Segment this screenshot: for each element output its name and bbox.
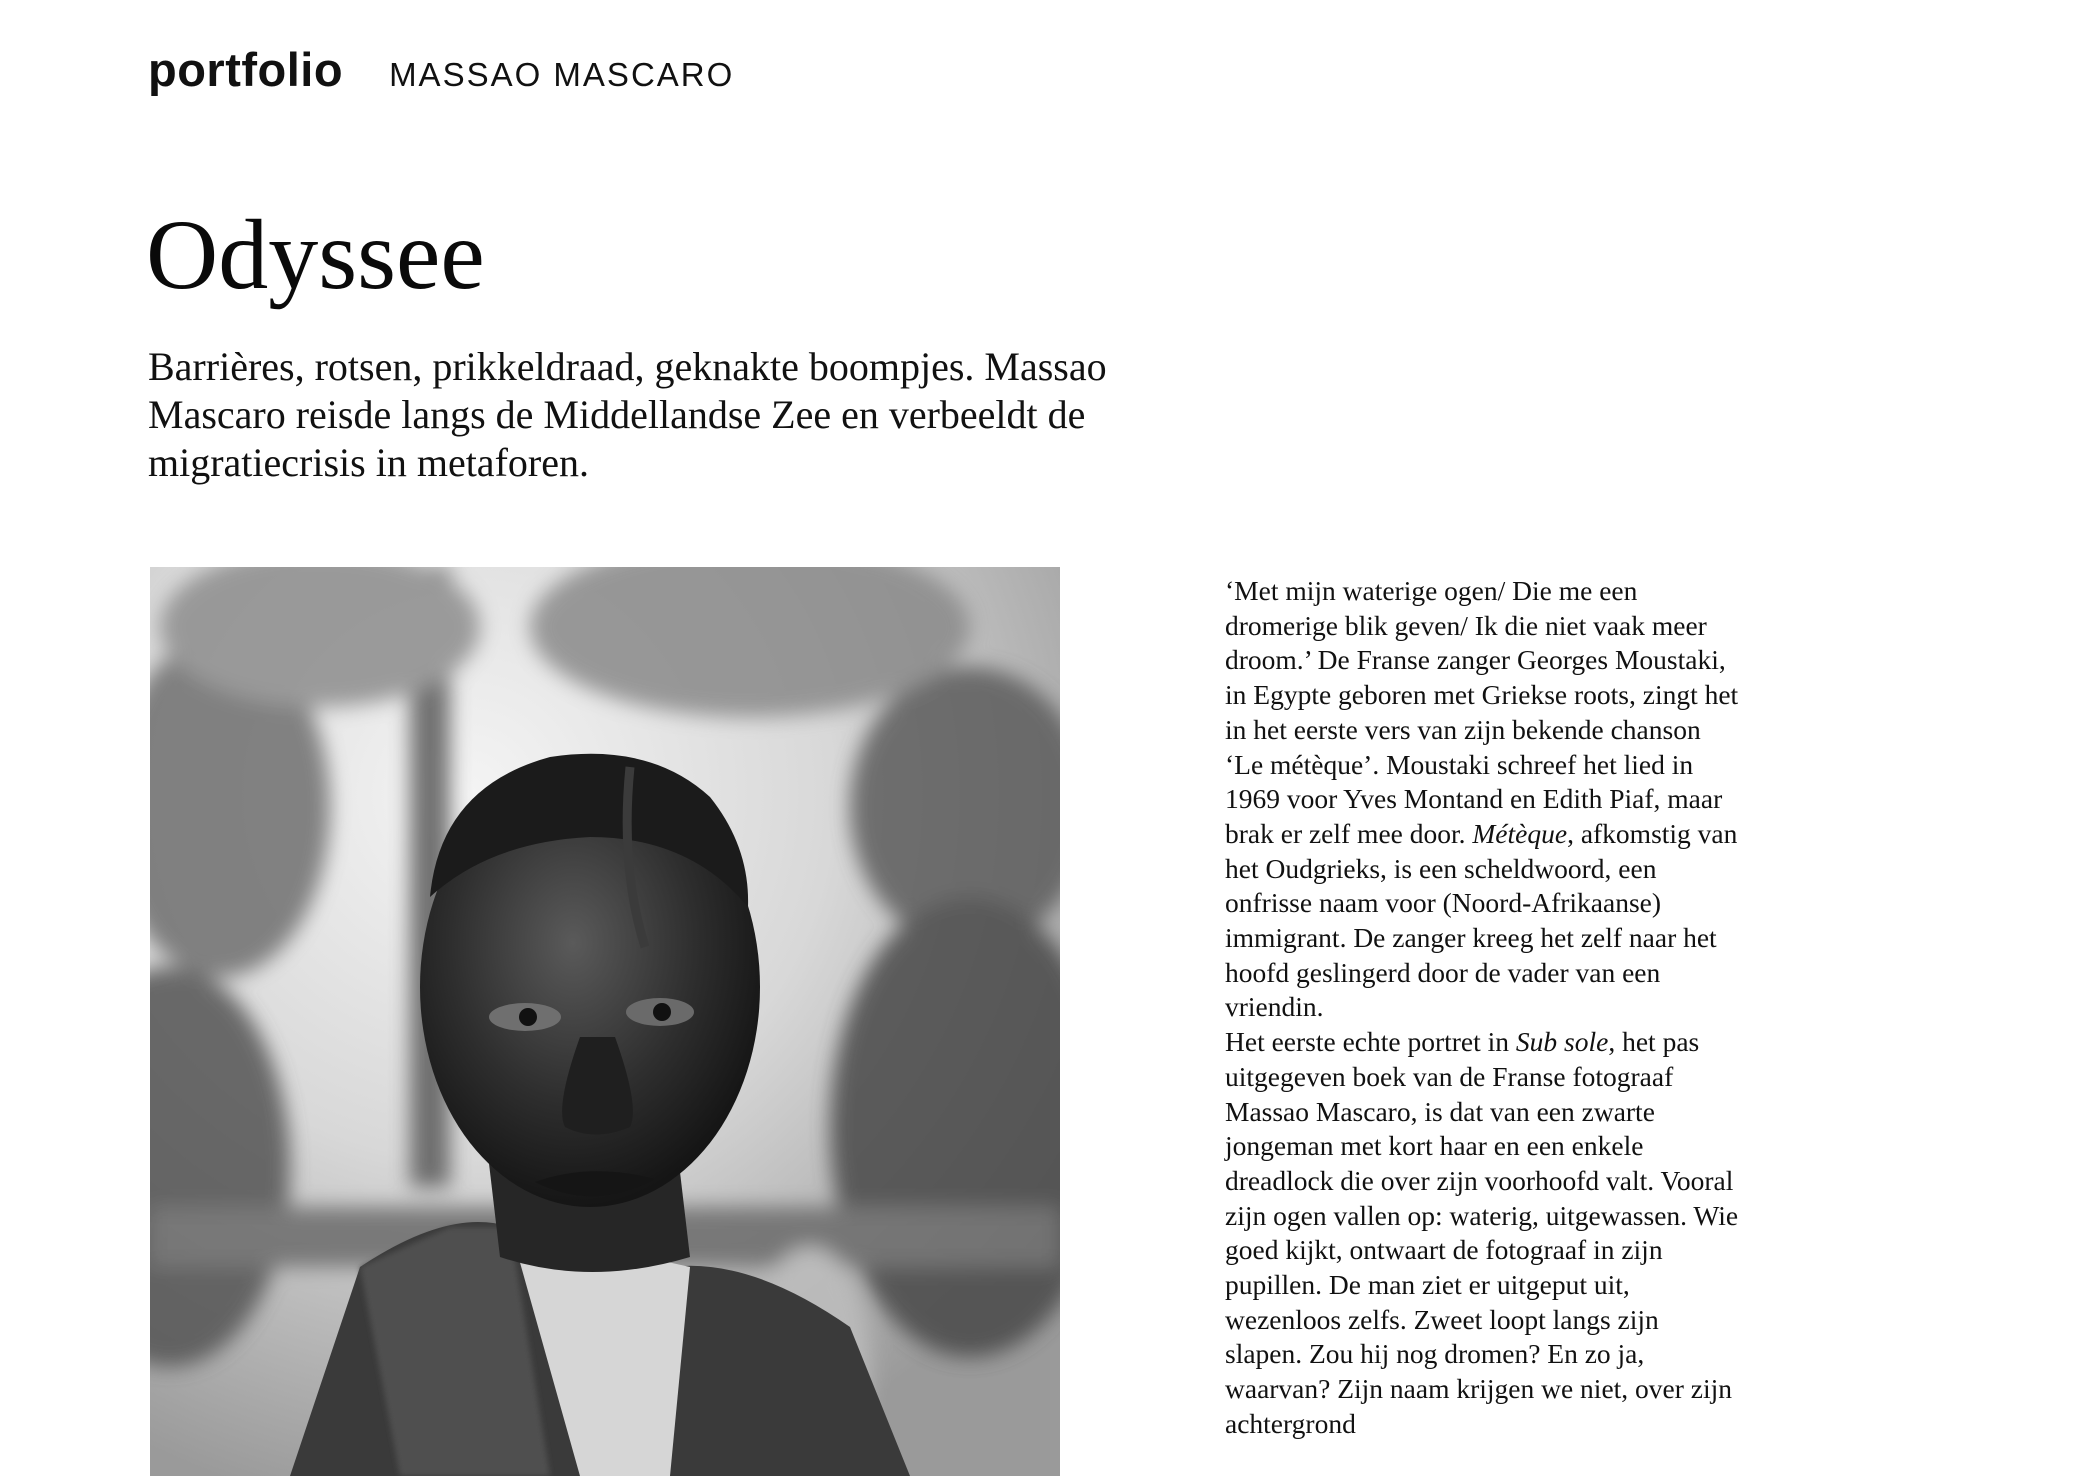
portrait-photo [150,567,1060,1476]
paragraph-text: ‘Met mijn waterige ogen/ Die me een dromerige blik geven/ Ik die niet vaak meer droom.’ De Franse zanger Georges Moustaki, in Egypte geboren met Griekse roots, zingt het in het eerste vers van zijn bekende chanson ‘Le métèque’. Moustaki schreef het lied in 1969 voor Yves Montand en Edith Piaf, maar brak er zelf mee door. [1225,575,1739,849]
paragraph-text: Het eerste echte portret in [1225,1026,1516,1058]
portrait-photo-illustration [150,567,1060,1476]
section-author-name: MASSAO MASCARO [389,56,735,93]
italic-term: Métèque [1472,817,1568,849]
portfolio-logo-link[interactable]: portfolio [148,43,344,96]
site-header [148,42,734,97]
article-body [1225,574,1740,1442]
article-paragraph [1225,1025,1740,1441]
paragraph-text: , het pas uitgegeven boek van de Franse fotograaf Massao Mascaro, is dat van een zwarte jongeman met kort haar en een enkele dreadlock die over zijn voorhoofd valt. Vooral zijn ogen vallen op: waterig, uitgewassen. Wie goed kijkt, ontwaart de fotograaf in zijn pupillen. De man ziet er uitgeput uit, wezenloos zelfs. Zweet loopt langs zijn slapen. Zou hij nog dromen? En zo ja, waarvan? Zijn naam krijgen we niet, over zijn achtergrond [1225,1026,1739,1439]
paragraph-text: , afkomstig van het Oudgrieks, is een scheldwoord, een onfrisse naam voor (Noord-Afrikaanse) immigrant. De zanger kreeg het zelf naar het hoofd geslingerd door de vader van een vriendin. [1225,817,1738,1023]
book-title: Sub sole [1515,1026,1609,1058]
article-title: Odyssee [146,199,485,310]
article-lead: Barrières, rotsen, prikkeldraad, geknakte boompjes. Massao Mascaro reisde langs de Middellandse Zee en verbeeldt de migratiecrisis in metaforen. [148,344,1107,485]
article-paragraph [1225,574,1740,1025]
